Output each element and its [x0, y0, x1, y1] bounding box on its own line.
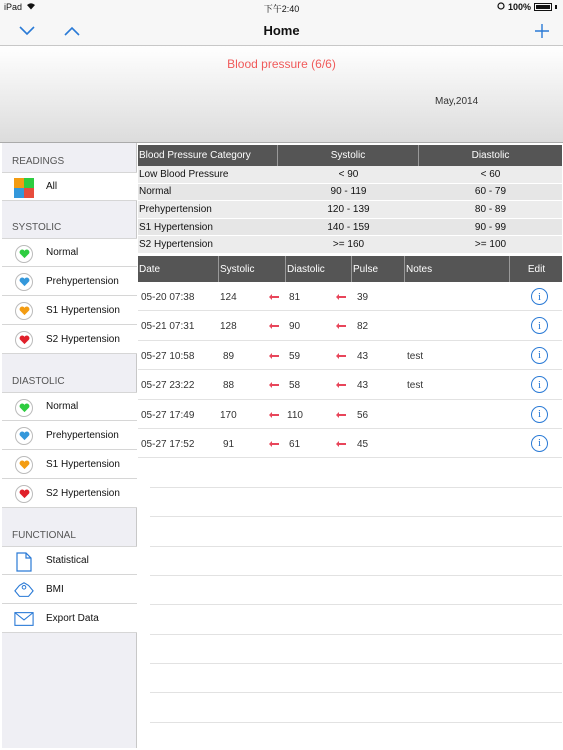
arrow-left-icon — [338, 384, 346, 386]
arrow-left-icon — [271, 443, 279, 445]
sidebar-item-label: S1 Hypertension — [46, 304, 120, 316]
cell-diastolic: 90 — [289, 321, 301, 333]
info-icon[interactable]: i — [531, 347, 548, 364]
sidebar-item-diastolic-s1[interactable] — [2, 450, 137, 479]
cell-pulse: 43 — [357, 380, 369, 392]
category-table-header — [138, 145, 562, 166]
sidebar-item-bmi[interactable] — [2, 575, 137, 604]
table-row: S1 Hypertension 140 - 159 90 - 99 — [138, 219, 562, 237]
info-icon[interactable]: i — [531, 435, 548, 452]
column-header: Systolic — [278, 145, 419, 166]
arrow-left-icon — [338, 296, 346, 298]
chart-area — [0, 46, 563, 143]
sidebar-item-label: Prehypertension — [46, 429, 119, 441]
plus-icon — [534, 23, 550, 39]
sidebar-item-diastolic-prehypertension[interactable] — [2, 421, 137, 450]
arrow-left-icon — [271, 296, 279, 298]
info-icon[interactable]: i — [531, 288, 548, 305]
table-row: Low Blood Pressure < 90 < 60 — [138, 166, 562, 184]
sidebar-item-systolic-s2[interactable] — [2, 325, 137, 354]
category-table — [138, 145, 562, 254]
readings-table-body — [138, 282, 562, 723]
table-row: Normal 90 - 119 60 - 79 — [138, 184, 562, 202]
page-title: Home — [263, 23, 300, 38]
table-row[interactable] — [138, 429, 562, 458]
empty-row — [150, 693, 562, 722]
empty-row — [150, 547, 562, 576]
document-icon — [14, 552, 34, 572]
column-header-date[interactable]: Date — [139, 263, 161, 275]
sidebar-item-all[interactable] — [2, 172, 137, 201]
cell-pulse: 43 — [357, 350, 369, 362]
sidebar-item-label: S2 Hypertension — [46, 333, 120, 345]
sidebar-item-statistical[interactable] — [2, 546, 137, 575]
sidebar-item-label: Normal — [46, 247, 79, 258]
column-header-diastolic[interactable]: Diastolic — [285, 256, 351, 282]
table-row: S2 Hypertension >= 160 >= 100 — [138, 236, 562, 254]
arrow-left-icon — [271, 355, 279, 357]
sidebar-item-export-data[interactable] — [2, 604, 137, 633]
sidebar-item-diastolic-s2[interactable] — [2, 479, 137, 508]
status-bar — [0, 0, 563, 16]
cell-date: 05-20 07:38 — [141, 292, 195, 303]
heart-orange-icon — [15, 302, 33, 320]
info-icon[interactable]: i — [531, 376, 548, 393]
systolic-header: SYSTOLIC — [12, 222, 62, 233]
sidebar-item-label: Normal — [46, 401, 79, 412]
sidebar-item-diastolic-normal[interactable] — [2, 392, 137, 421]
cell-notes: test — [407, 380, 424, 392]
empty-row — [150, 664, 562, 693]
cell-diastolic: 59 — [289, 350, 301, 362]
empty-row — [150, 488, 562, 517]
table-row[interactable] — [138, 341, 562, 370]
arrow-left-icon — [271, 384, 279, 386]
column-header-systolic[interactable]: Systolic — [218, 256, 285, 282]
cell-systolic: 124 — [220, 292, 237, 303]
cell-systolic: 91 — [223, 438, 235, 450]
empty-row — [150, 517, 562, 546]
arrow-left-icon — [271, 414, 279, 416]
cell-pulse: 82 — [357, 321, 369, 333]
arrow-left-icon — [338, 443, 346, 445]
diastolic-header: DIASTOLIC — [12, 376, 65, 387]
arrow-left-icon — [338, 355, 346, 357]
chart-title: Blood pressure (6/6) — [227, 57, 336, 71]
alarm-icon — [497, 2, 505, 12]
sidebar-item-systolic-prehypertension[interactable] — [2, 267, 137, 296]
cell-diastolic: 61 — [289, 438, 301, 450]
readings-header: READINGS — [12, 156, 65, 167]
column-header-edit[interactable]: Edit — [509, 256, 562, 282]
add-button[interactable] — [531, 21, 553, 41]
nav-bar — [0, 16, 563, 46]
sidebar — [2, 143, 137, 748]
arrow-left-icon — [271, 325, 279, 327]
sidebar-item-label: S1 Hypertension — [46, 458, 120, 470]
cell-date: 05-27 17:49 — [141, 409, 195, 421]
readings-table-header — [138, 256, 562, 282]
cell-notes: test — [407, 350, 424, 362]
table-row: Prehypertension 120 - 139 80 - 89 — [138, 201, 562, 219]
cell-date: 05-27 23:22 — [141, 380, 195, 392]
cell-pulse: 39 — [357, 292, 369, 303]
device-label: iPad — [4, 2, 23, 12]
arrow-left-icon — [338, 414, 346, 416]
sidebar-item-label: Export Data — [46, 612, 99, 624]
empty-row — [150, 605, 562, 634]
cell-pulse: 56 — [357, 409, 369, 421]
sidebar-item-label: All — [46, 181, 58, 192]
column-header-pulse[interactable]: Pulse — [351, 256, 404, 282]
empty-row — [150, 635, 562, 664]
cell-systolic: 89 — [223, 350, 235, 362]
table-row[interactable] — [138, 282, 562, 311]
heart-red-icon — [15, 331, 33, 349]
sidebar-item-systolic-s1[interactable] — [2, 296, 137, 325]
cell-date: 05-21 07:31 — [141, 321, 195, 333]
empty-row — [150, 458, 562, 487]
heart-red-icon — [15, 485, 33, 503]
cell-date: 05-27 17:52 — [141, 438, 195, 450]
table-row[interactable] — [138, 370, 562, 399]
table-row[interactable] — [138, 400, 562, 429]
cell-diastolic: 110 — [287, 409, 303, 421]
sidebar-item-systolic-normal[interactable] — [2, 238, 137, 267]
arrow-left-icon — [338, 325, 346, 327]
sidebar-item-label: BMI — [46, 583, 64, 595]
heart-green-icon — [15, 245, 33, 263]
cell-diastolic: 81 — [289, 292, 301, 303]
clock: 下午2:40 — [263, 4, 300, 14]
cell-systolic: 170 — [220, 409, 237, 421]
category-table-body — [138, 166, 562, 254]
functional-header: FUNCTIONAL — [12, 530, 76, 541]
mail-icon — [14, 609, 34, 629]
cell-pulse: 45 — [357, 438, 369, 450]
sidebar-item-label: Prehypertension — [46, 275, 119, 287]
sidebar-item-label: S2 Hypertension — [46, 487, 120, 499]
sidebar-item-label: Statistical — [46, 555, 89, 566]
info-icon[interactable]: i — [531, 406, 548, 423]
empty-row — [150, 576, 562, 605]
cell-diastolic: 58 — [289, 380, 301, 392]
column-header: Blood Pressure Category — [138, 145, 278, 166]
cell-systolic: 88 — [223, 380, 235, 392]
heart-orange-icon — [15, 456, 33, 474]
cell-systolic: 128 — [220, 321, 237, 333]
heart-blue-icon — [15, 273, 33, 291]
battery-icon — [534, 3, 552, 11]
battery-percent: 100% — [507, 2, 531, 12]
scale-icon — [14, 580, 34, 600]
heart-green-icon — [15, 399, 33, 417]
table-row[interactable] — [138, 311, 562, 340]
cell-date: 05-27 10:58 — [141, 350, 195, 362]
all-grid-icon — [14, 178, 34, 198]
chart-month: May,2014 — [435, 96, 479, 107]
column-header-notes[interactable]: Notes — [404, 256, 509, 282]
column-header: Diastolic — [471, 150, 510, 161]
heart-blue-icon — [15, 427, 33, 445]
info-icon[interactable]: i — [531, 317, 548, 334]
